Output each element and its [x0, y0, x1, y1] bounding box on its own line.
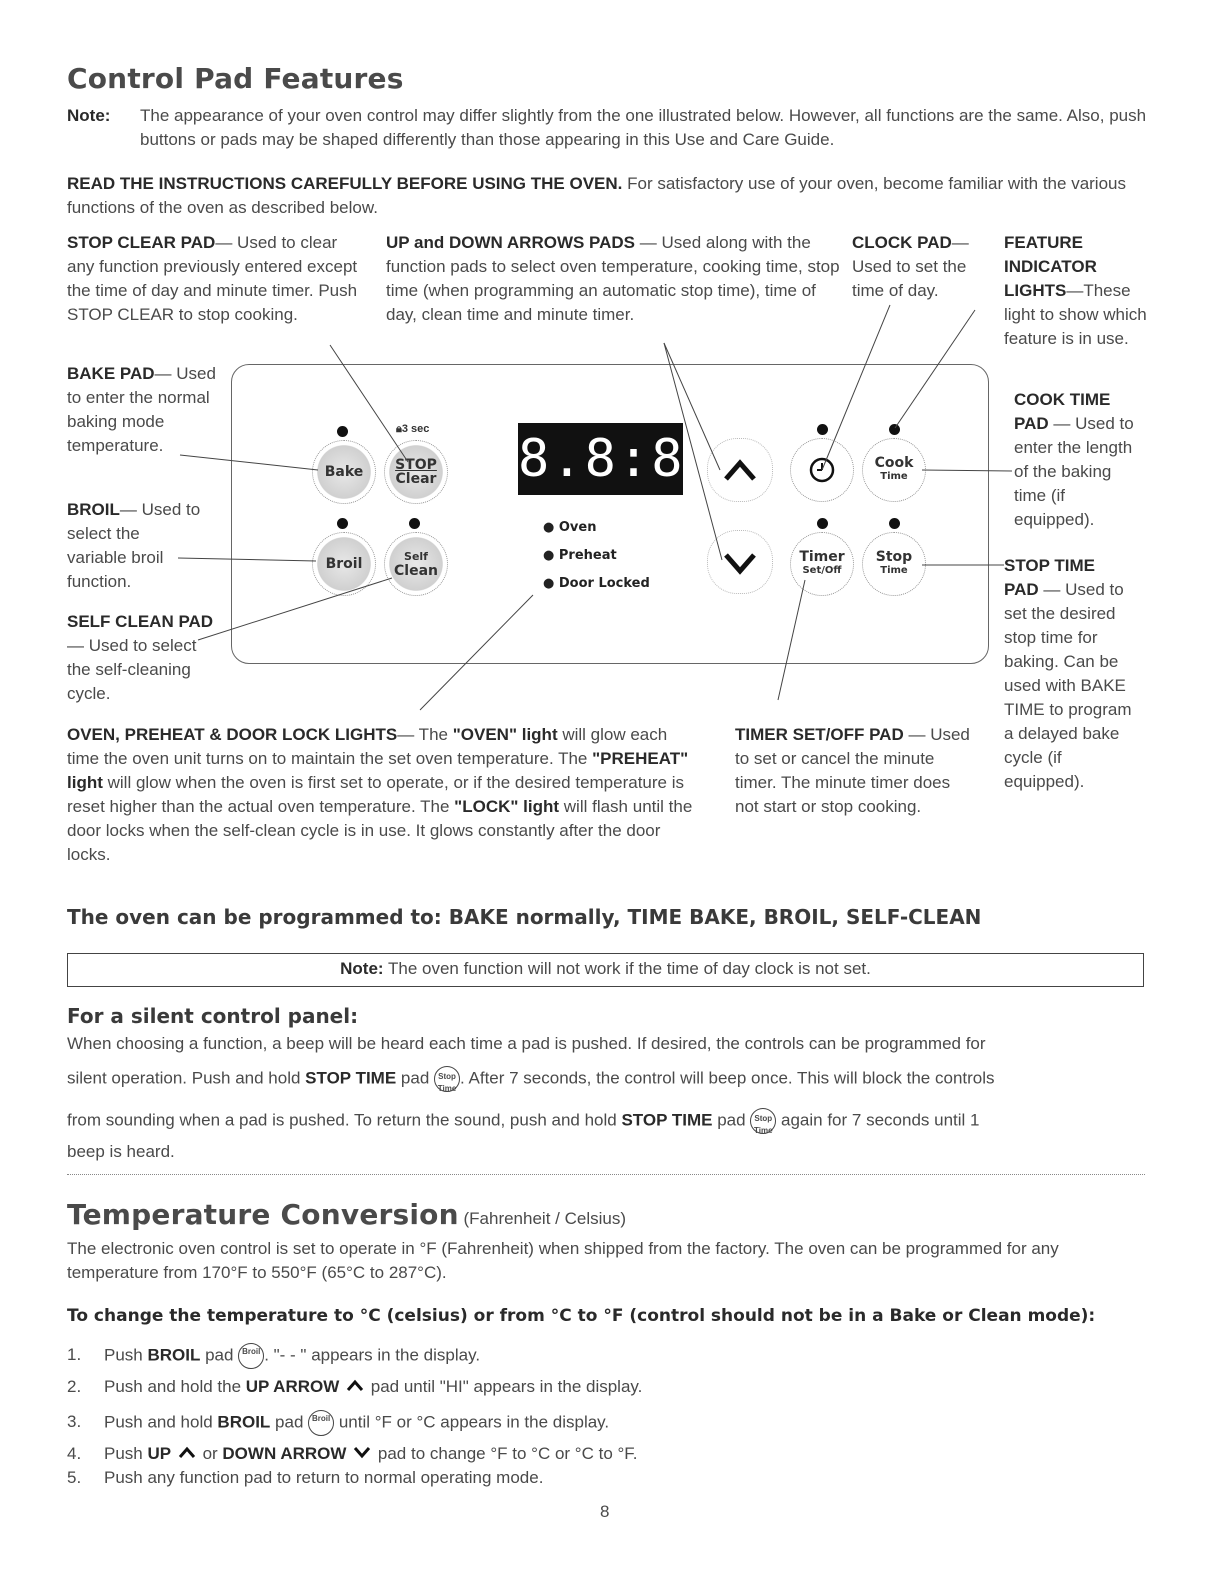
- step-5: 5. Push any function pad to return to normal operating mode.: [67, 1468, 544, 1487]
- timer-label: TIMER SET/OFF PAD: [735, 725, 904, 744]
- bake-label: BAKE PAD: [67, 364, 155, 383]
- silent-p4: beep is heard.: [67, 1142, 175, 1161]
- bake-pad[interactable]: Bake: [312, 440, 376, 504]
- lights-t2: will glow each time the oven unit turns on to maintain the set oven temperature. The: [67, 725, 668, 768]
- stop-time-label: STOP TIME PAD: [1004, 556, 1096, 599]
- up-arrow-icon: [344, 1378, 366, 1392]
- silent-heading: For a silent control panel:: [67, 1004, 359, 1028]
- silent-p2: silent operation. Push and hold STOP TIME pad Stop Time. After 7 seconds, the control will beep once. This will block the controls: [67, 1066, 1157, 1092]
- read-text: For satisfactory use of your oven, become familiar with the various functions of the oven as described below.: [67, 174, 1126, 217]
- change-heading: To change the temperature to °C (celsius) or from °C to °F (control should not be in a Bake or Clean mode):: [67, 1306, 1096, 1326]
- lock-hint: 🔒︎3 sec: [396, 423, 430, 435]
- step-4: 4. Push UP or DOWN ARROW pad to change °F to °C or °C to °F.: [67, 1444, 638, 1463]
- stop-time-icon: Stop Time: [434, 1066, 460, 1092]
- bake-text: — Used to enter the normal baking mode temperature.: [67, 364, 216, 455]
- cook-time-text: — Used to enter the length of the baking time (if equipped).: [1014, 414, 1134, 529]
- lights-t3: will glow when the oven is first set to operate, or if the desired temperature is reset higher than the actual oven temperature. The: [67, 773, 685, 816]
- preheat-light: ● Preheat: [543, 548, 617, 563]
- clock-text: — Used to set the time of day.: [852, 233, 969, 300]
- broil-pad[interactable]: Broil: [312, 532, 376, 596]
- cook-time-pad[interactable]: Cook Time: [862, 438, 926, 502]
- stop-time-icon: Stop Time: [750, 1108, 776, 1134]
- broil-icon: Broil: [308, 1410, 334, 1436]
- broil-label: BROIL: [67, 500, 120, 519]
- stop-clear-pad[interactable]: STOP Clear: [384, 440, 448, 504]
- step-1: 1. Push BROIL pad Broil . "- - " appears in the display.: [67, 1343, 480, 1369]
- clock-label: CLOCK PAD: [852, 233, 952, 252]
- broil-icon: Broil: [238, 1343, 264, 1369]
- note2-text: The oven function will not work if the time of day clock is not set.: [383, 959, 871, 978]
- oven-light: ● Oven: [543, 520, 597, 535]
- up-arrow-icon: [176, 1445, 198, 1459]
- broil-text: — Used to select the variable broil function.: [67, 500, 201, 591]
- down-arrow-icon: [351, 1445, 373, 1459]
- step-2: 2. Push and hold the UP ARROW pad until "HI" appears in the display.: [67, 1377, 643, 1396]
- page-title: Control Pad Features: [67, 62, 404, 95]
- stop-clear-label: STOP CLEAR PAD: [67, 233, 216, 252]
- silent-p3: from sounding when a pad is pushed. To return the sound, push and hold STOP TIME pad Stop Time again for 7 seconds until 1: [67, 1108, 1157, 1134]
- temp-text: The electronic oven control is set to operate in °F (Fahrenheit) when shipped from the factory. The oven can be programmed for any temperature from 170°F to 550°F (65°C to 287°C).: [67, 1239, 1059, 1282]
- lights-lock: "LOCK" light: [454, 797, 560, 816]
- step-3: 3. Push and hold BROIL pad Broil until °F or °C appears in the display.: [67, 1410, 609, 1436]
- section-divider: [67, 1174, 1145, 1175]
- timer-set-off-pad[interactable]: Timer Set/Off: [790, 532, 854, 596]
- read-bold: READ THE INSTRUCTIONS CAREFULLY BEFORE USING THE OVEN.: [67, 174, 623, 193]
- updown-text: — Used along with the function pads to select oven temperature, cooking time, stop time (when programming an automatic stop time), time of day, clean time and minute timer.: [386, 233, 840, 324]
- self-clean-text: — Used to select the self-cleaning cycle.: [67, 636, 197, 703]
- cook-time-label: COOK TIME PAD: [1014, 390, 1111, 433]
- timer-text: — Used to set or cancel the minute timer. The minute timer does not start or stop cooking.: [735, 725, 970, 816]
- self-clean-label: SELF CLEAN PAD: [67, 612, 214, 631]
- program-heading: The oven can be programmed to: BAKE normally, TIME BAKE, BROIL, SELF-CLEAN: [67, 905, 982, 929]
- feature-label: FEATURE INDICATOR LIGHTS: [1004, 233, 1097, 300]
- lights-label: OVEN, PREHEAT & DOOR LOCK LIGHTS: [67, 725, 398, 744]
- stop-clear-text: — Used to clear any function previously entered except the time of day and minute timer. Push STOP CLEAR to stop cooking.: [67, 233, 358, 324]
- stop-time-pad[interactable]: Stop Time: [862, 532, 926, 596]
- temp-sub: (Fahrenheit / Celsius): [458, 1209, 626, 1228]
- lights-t4: will flash until the door locks when the self-clean cycle is in use. It glows constantly after the door locks.: [67, 797, 693, 864]
- lights-desc: [67, 723, 697, 867]
- temp-heading: Temperature Conversion: [67, 1198, 459, 1231]
- stop-time-text: — Used to set the desired stop time for baking. Can be used with BAKE TIME to program a delayed bake cycle (if equipped).: [1004, 580, 1132, 791]
- lights-preheat: "PREHEAT" light: [67, 749, 689, 792]
- lights-t1: — The: [397, 725, 453, 744]
- page-number: 8: [600, 1502, 610, 1521]
- note2-label: Note:: [340, 959, 384, 978]
- timer-desc: [735, 723, 970, 819]
- note-box: [67, 953, 1144, 987]
- door-locked-light: ● Door Locked: [543, 576, 650, 591]
- temp-heading-row: [67, 1198, 626, 1231]
- feature-text: —These light to show which feature is in use.: [1004, 281, 1147, 348]
- note-label: Note:: [67, 106, 111, 125]
- self-clean-pad[interactable]: Self Clean: [384, 532, 448, 596]
- note-text: The appearance of your oven control may differ slightly from the one illustrated below. However, all functions are the same. Also, push buttons or pads may be shaped differently than those appearing in this Use and Care Guide.: [140, 106, 1147, 149]
- lights-oven: "OVEN" light: [452, 725, 558, 744]
- oven-display: 8.8:8.8: [518, 423, 683, 495]
- updown-label: UP and DOWN ARROWS PADS: [386, 233, 636, 252]
- silent-p1: When choosing a function, a beep will be heard each time a pad is pushed. If desired, the controls can be programmed for: [67, 1034, 986, 1053]
